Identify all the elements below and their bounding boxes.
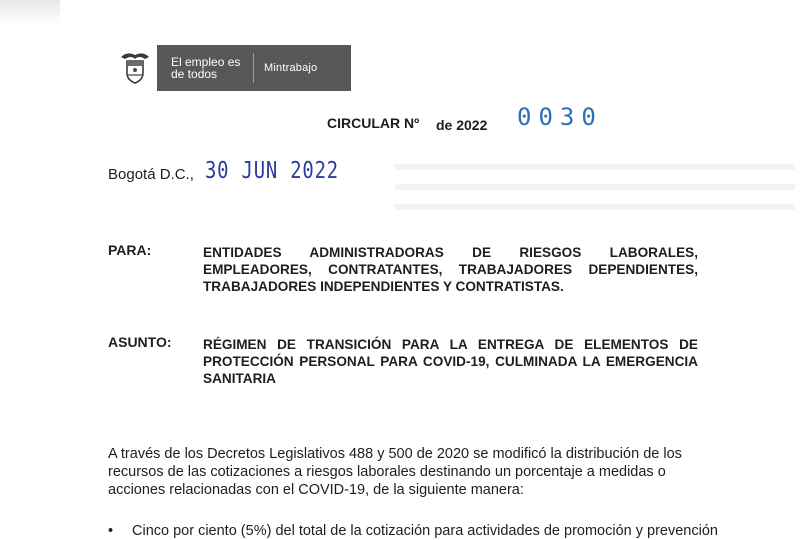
date-stamp: 30 JUN 2022 (205, 158, 339, 184)
bleed-through-text (395, 150, 811, 210)
body-paragraph: A través de los Decretos Legislativos 488 y 500 de 2020 se modificó la distribución de los recursos de las cotizaciones a riesgos laborales destinando un porcentaje a medidas o acciones relacionadas con el COVID-19, de la siguiente manera: (108, 446, 682, 498)
circular-year: de 2022 (436, 117, 488, 133)
para-label: PARA: (108, 242, 152, 258)
asunto-label: ASUNTO: (108, 334, 172, 350)
logo-divider (253, 53, 254, 83)
para-recipients: ENTIDADES ADMINISTRADORAS DE RIESGOS LABORALES, EMPLEADORES, CONTRATANTES, TRABAJADORES DEPENDIENTES, TRABAJADORES INDEPENDIENTES Y CONTRATISTAS. (203, 245, 698, 294)
circular-number-stamp: 0030 (517, 103, 603, 131)
bullet-icon: • (108, 523, 114, 539)
government-logo-banner (157, 45, 351, 91)
dateline-city: Bogotá D.C., (108, 166, 194, 183)
logo-ministry: Mintrabajo (264, 62, 318, 74)
asunto-subject: RÉGIMEN DE TRANSICIÓN PARA LA ENTREGA DE ELEMENTOS DE PROTECCIÓN PERSONAL PARA COVID-19, CULMINADA LA EMERGENCIA SANITARIA (203, 337, 698, 386)
bullet-text: Cinco por ciento (5%) del total de la cotización para actividades de promoción y prevención (132, 523, 718, 539)
logo-slogan: El empleo es de todos (171, 55, 241, 81)
list-item (108, 522, 718, 540)
colombia-coat-of-arms-icon (117, 49, 153, 85)
scan-shadow (0, 0, 60, 26)
circular-label: CIRCULAR Nº (327, 115, 420, 131)
